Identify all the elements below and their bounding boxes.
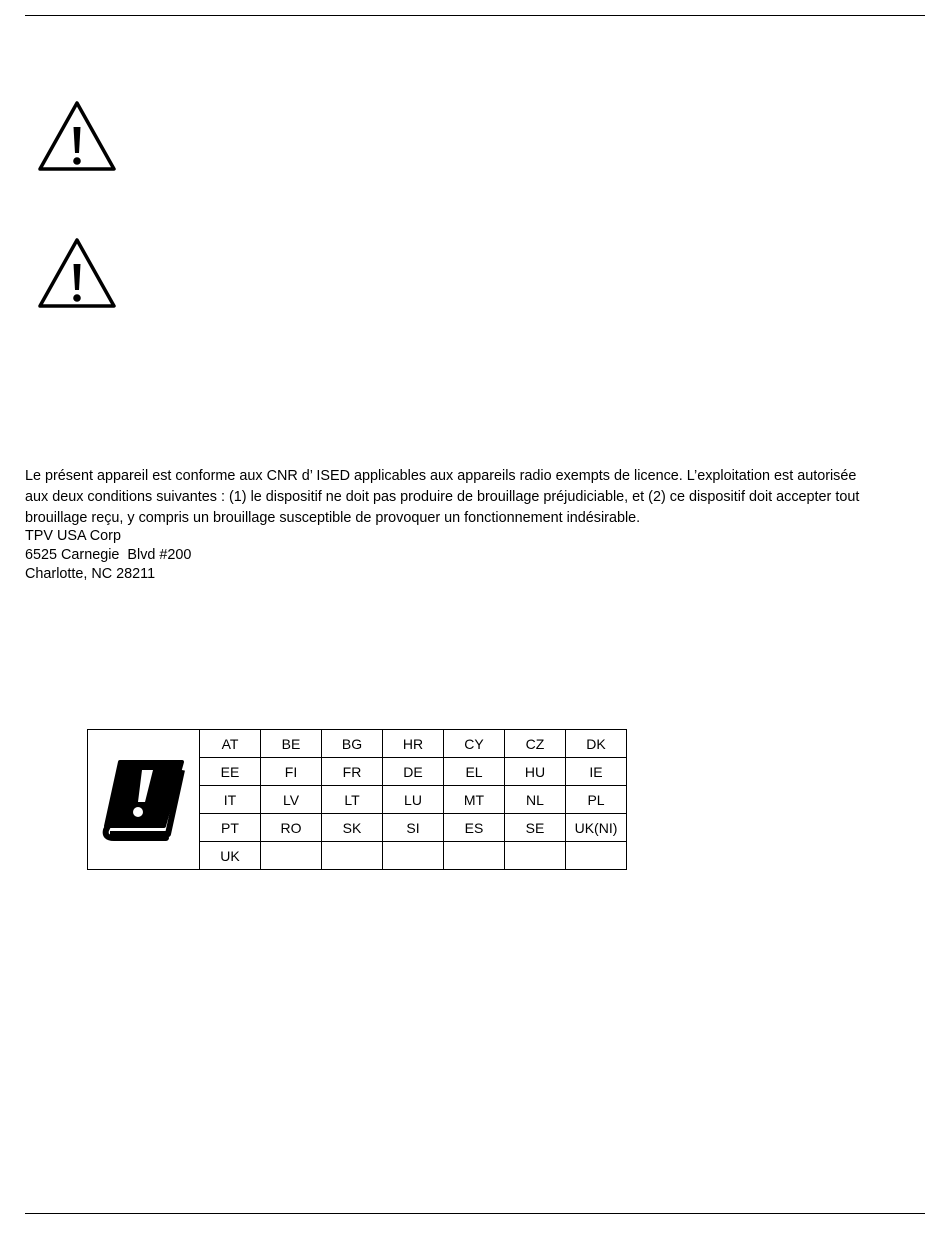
country-code-cell: MT (444, 786, 505, 814)
country-code-cell: LT (322, 786, 383, 814)
address-line: 6525 Carnegie Blvd #200 (25, 547, 192, 563)
country-code-cell (505, 842, 566, 870)
ised-compliance-notice (25, 466, 940, 529)
country-code-cell (444, 842, 505, 870)
footer-rule (25, 1213, 925, 1214)
country-code-cell: CY (444, 730, 505, 758)
country-code-cell: CZ (505, 730, 566, 758)
country-code-cell: BG (322, 730, 383, 758)
country-code-cell: EL (444, 758, 505, 786)
country-code-cell: BE (261, 730, 322, 758)
notice-line: Le présent appareil est conforme aux CNR d’ ISED applicables aux appareils radio exempts de licence. L’exploitation est autorisée (25, 468, 857, 484)
address-line: Charlotte, NC 28211 (25, 566, 156, 582)
country-code-cell: LU (383, 786, 444, 814)
company-address (25, 527, 191, 584)
notice-line: brouillage reçu, y compris un brouillage susceptible de provoquer un fonctionnement indésirable. (25, 510, 641, 526)
manual-icon-cell (88, 730, 200, 870)
warning-triangle-icon (36, 236, 118, 310)
country-code-cell: LV (261, 786, 322, 814)
country-code-cell: IE (566, 758, 627, 786)
country-code-cell: UK(NI) (566, 814, 627, 842)
country-code-cell: AT (200, 730, 261, 758)
country-code-cell: PT (200, 814, 261, 842)
country-code-cell: UK (200, 842, 261, 870)
notice-line: aux deux conditions suivantes : (1) le dispositif ne doit pas produire de brouillage préjudiciable, et (2) ce dispositif doit accepter tout (25, 489, 860, 505)
country-code-cell: DK (566, 730, 627, 758)
country-code-cell: RO (261, 814, 322, 842)
country-code-cell: HR (383, 730, 444, 758)
country-code-cell (383, 842, 444, 870)
address-line: TPV USA Corp (25, 528, 121, 544)
country-code-cell: PL (566, 786, 627, 814)
country-code-cell: HU (505, 758, 566, 786)
country-code-cell: NL (505, 786, 566, 814)
country-restriction-table (87, 729, 627, 870)
country-code-cell (566, 842, 627, 870)
country-code-cell: SK (322, 814, 383, 842)
country-code-cell: FR (322, 758, 383, 786)
table-row (88, 730, 627, 758)
country-code-cell: DE (383, 758, 444, 786)
country-code-cell: EE (200, 758, 261, 786)
country-code-cell: SI (383, 814, 444, 842)
warning-triangle-icon (36, 99, 118, 173)
country-code-cell: ES (444, 814, 505, 842)
country-code-cell: SE (505, 814, 566, 842)
country-code-cell (261, 842, 322, 870)
country-code-cell: IT (200, 786, 261, 814)
header-rule (25, 15, 925, 16)
manual-warning-icon (98, 756, 190, 844)
country-code-cell: FI (261, 758, 322, 786)
country-code-cell (322, 842, 383, 870)
